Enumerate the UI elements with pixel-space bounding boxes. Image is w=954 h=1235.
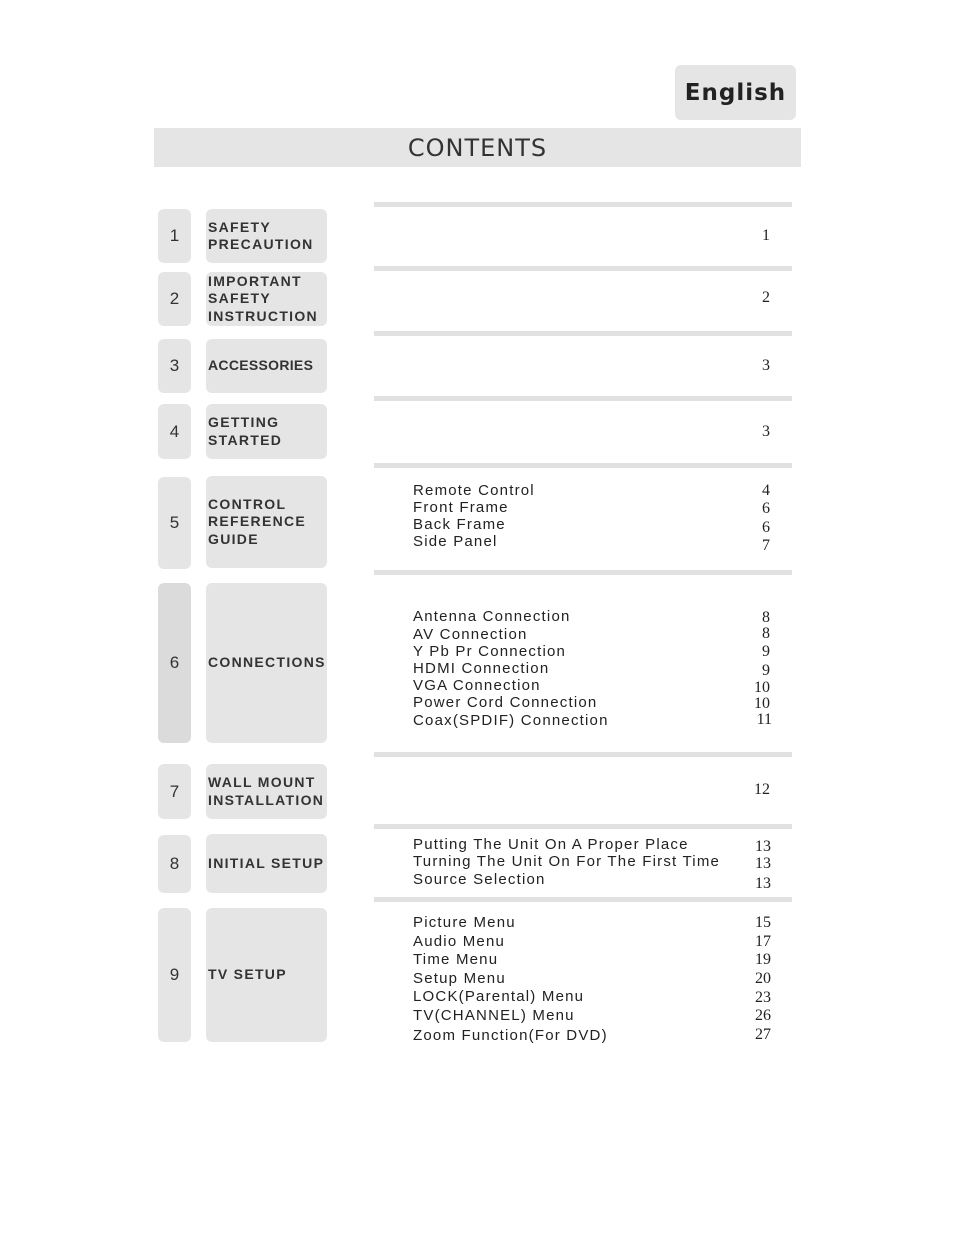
toc-entry: Antenna Connection <box>413 608 571 625</box>
section-title: IMPORTANT SAFETY INSTRUCTION <box>206 272 327 326</box>
section-title: INITIAL SETUP <box>206 834 327 893</box>
toc-entry: Zoom Function(For DVD) <box>413 1027 608 1044</box>
page-number: 10 <box>754 679 770 696</box>
toc-entry: Y Pb Pr Connection <box>413 643 567 660</box>
toc-entry: Remote Control <box>413 482 535 499</box>
section-number: 6 <box>158 583 191 743</box>
toc-entry: Back Frame <box>413 516 506 533</box>
page-number: 3 <box>762 357 770 374</box>
page-number: 27 <box>755 1026 771 1043</box>
page-title: CONTENTS <box>154 128 801 167</box>
divider <box>374 331 792 336</box>
divider <box>374 897 792 902</box>
section-number: 3 <box>158 339 191 393</box>
toc-entry: Side Panel <box>413 533 498 550</box>
page-number: 15 <box>755 914 771 931</box>
language-tab: English <box>675 65 796 120</box>
page-number: 1 <box>762 227 770 244</box>
toc-entry: VGA Connection <box>413 677 541 694</box>
page-number: 13 <box>755 855 771 872</box>
page-number: 11 <box>756 711 772 728</box>
page-number: 3 <box>762 423 770 440</box>
toc-entry: Audio Menu <box>413 933 506 950</box>
section-number: 5 <box>158 477 191 569</box>
page-number: 17 <box>755 933 771 950</box>
section-number: 1 <box>158 209 191 263</box>
toc-entry: Picture Menu <box>413 914 516 931</box>
divider <box>374 396 792 401</box>
page-number: 26 <box>755 1007 771 1024</box>
section-number: 2 <box>158 272 191 326</box>
toc-entry: Power Cord Connection <box>413 694 598 711</box>
page-number: 13 <box>755 838 771 855</box>
divider <box>374 570 792 575</box>
section-title: SAFETY PRECAUTION <box>206 209 327 263</box>
section-number: 7 <box>158 764 191 819</box>
section-title: CONNECTIONS <box>206 583 327 743</box>
page-number: 10 <box>754 695 770 712</box>
section-number: 8 <box>158 835 191 893</box>
toc-entry: HDMI Connection <box>413 660 550 677</box>
page-number: 9 <box>762 643 770 660</box>
toc-entry: Source Selection <box>413 871 546 888</box>
page-number: 9 <box>762 662 770 679</box>
toc-entry: AV Connection <box>413 626 528 643</box>
toc-entry: Coax(SPDIF) Connection <box>413 712 609 729</box>
page-number: 8 <box>762 625 770 642</box>
page-number: 8 <box>762 609 770 626</box>
page-number: 2 <box>762 289 770 306</box>
toc-entry: TV(CHANNEL) Menu <box>413 1007 575 1024</box>
page-number: 6 <box>762 500 770 517</box>
page-number: 13 <box>755 875 771 892</box>
divider <box>374 752 792 757</box>
page-number: 6 <box>762 519 770 536</box>
toc-entry: Time Menu <box>413 951 499 968</box>
page-number: 12 <box>754 781 770 798</box>
divider <box>374 824 792 829</box>
toc-entry: Setup Menu <box>413 970 506 987</box>
divider <box>374 266 792 271</box>
toc-entry: Turning The Unit On For The First Time <box>413 853 721 870</box>
page-number: 23 <box>755 989 771 1006</box>
page-number: 7 <box>762 537 770 554</box>
section-title: CONTROL REFERENCE GUIDE <box>206 476 327 568</box>
divider <box>374 463 792 468</box>
section-title: TV SETUP <box>206 908 327 1042</box>
section-title: ACCESSORIES <box>206 339 327 393</box>
section-number: 4 <box>158 404 191 459</box>
toc-entry: Putting The Unit On A Proper Place <box>413 836 689 853</box>
toc-entry: Front Frame <box>413 499 509 516</box>
section-title: WALL MOUNT INSTALLATION <box>206 764 327 819</box>
section-number: 9 <box>158 908 191 1042</box>
page-number: 20 <box>755 970 771 987</box>
page-number: 4 <box>762 482 770 499</box>
toc-entry: LOCK(Parental) Menu <box>413 988 585 1005</box>
section-title: GETTING STARTED <box>206 404 327 459</box>
divider <box>374 202 792 207</box>
page-number: 19 <box>755 951 771 968</box>
